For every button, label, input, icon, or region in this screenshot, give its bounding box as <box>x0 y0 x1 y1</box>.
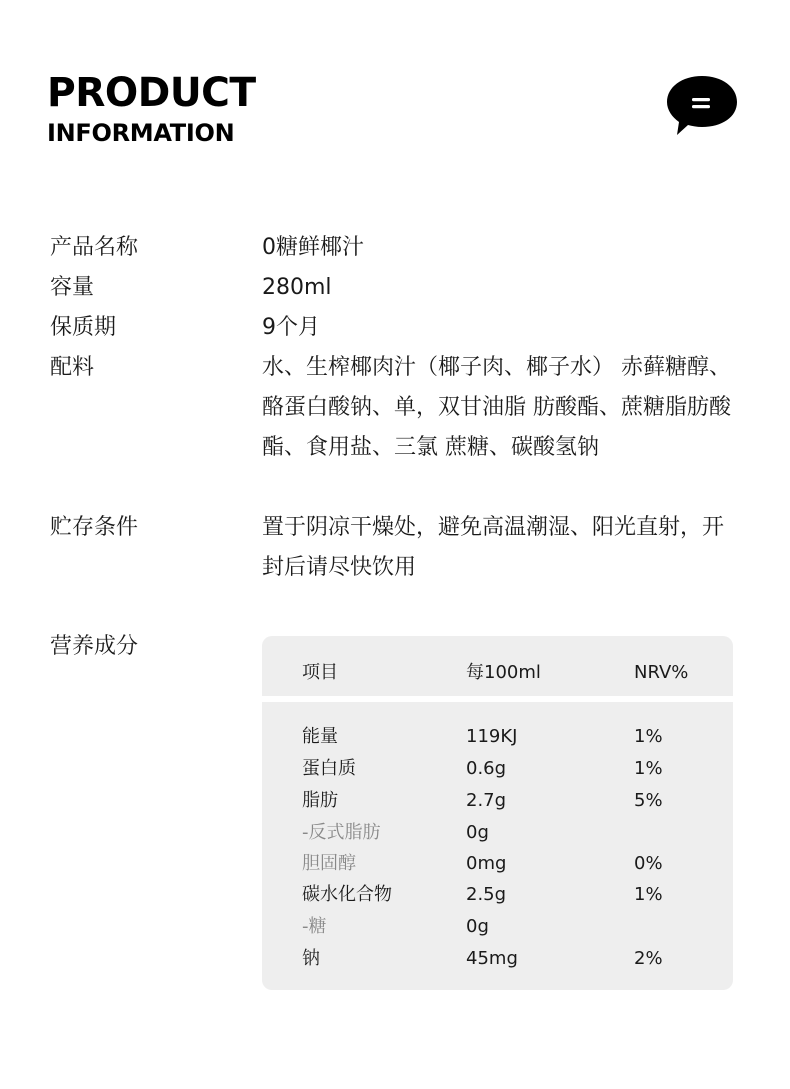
row-item: 碳水化合物 <box>302 884 392 905</box>
row-item: 胆固醇 <box>302 853 356 874</box>
heading-title: PRODUCT <box>47 70 256 116</box>
row-per: 45mg <box>466 948 518 969</box>
nutrition-table-header <box>262 636 733 696</box>
row-per: 2.7g <box>466 790 507 811</box>
info-label: 容量 <box>50 275 95 300</box>
header-item: 项目 <box>302 662 338 683</box>
row-item: 脂肪 <box>302 790 338 811</box>
info-value: 水、生榨椰肉汁（椰子肉、椰子水） 赤藓糖醇、酪蛋白酸钠、单，双甘油脂 肪酸酯、蔗糖脂肪酸酯、食用盐、三氯 蔗糖、碳酸氢钠 <box>262 355 731 460</box>
info-label: 保质期 <box>50 315 117 340</box>
row-per: 119KJ <box>466 726 518 747</box>
row-nrv: 2% <box>634 948 663 969</box>
heading-subtitle: INFORMATION <box>47 119 235 147</box>
row-nrv: 1% <box>634 726 663 747</box>
row-item: 能量 <box>302 726 338 747</box>
info-value: 置于阴凉干燥处，避免高温潮湿、阳光直射，开封后请尽快饮用 <box>262 515 725 580</box>
row-per: 0mg <box>466 853 507 874</box>
row-nrv: 0% <box>634 853 663 874</box>
nutrition-table <box>262 636 733 990</box>
info-value: 0糖鲜椰汁 <box>262 235 364 260</box>
info-label: 产品名称 <box>50 235 139 260</box>
speech-bubble-icon <box>664 72 740 138</box>
row-item: -糖 <box>302 916 327 937</box>
row-item: 钠 <box>302 948 320 969</box>
row-per: 0.6g <box>466 758 507 779</box>
row-per: 0g <box>466 822 489 843</box>
row-item: 蛋白质 <box>302 758 356 779</box>
row-nrv: 1% <box>634 884 663 905</box>
header-per-100ml: 每100ml <box>466 662 541 683</box>
header-nrv: NRV% <box>634 662 689 683</box>
row-item: -反式脂肪 <box>302 822 381 843</box>
nutrition-label: 营养成分 <box>50 634 139 659</box>
row-per: 0g <box>466 916 489 937</box>
info-label: 贮存条件 <box>50 515 139 540</box>
row-nrv: 1% <box>634 758 663 779</box>
info-value: 280ml <box>262 275 332 300</box>
info-label: 配料 <box>50 355 95 380</box>
row-per: 2.5g <box>466 884 507 905</box>
header-divider <box>262 696 733 702</box>
row-nrv: 5% <box>634 790 663 811</box>
info-value: 9个月 <box>262 315 320 340</box>
